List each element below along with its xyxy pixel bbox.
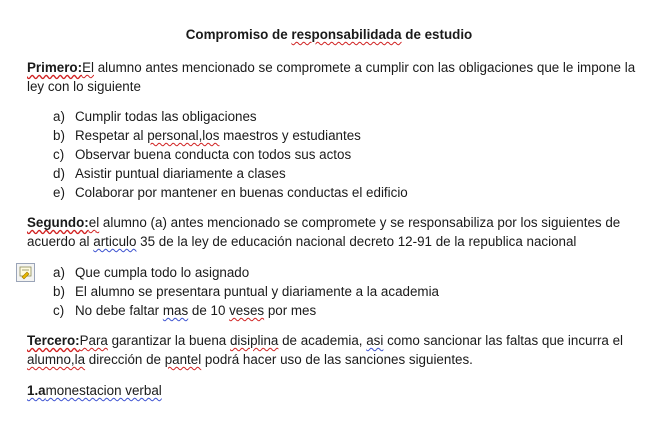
- list-marker: a): [53, 109, 65, 124]
- list-marker: b): [53, 284, 65, 299]
- word-pantel: pantel: [164, 352, 202, 367]
- list-item: [53, 263, 439, 282]
- amonestacion-line: [27, 383, 162, 398]
- list-marker: c): [53, 303, 65, 318]
- segundo-text-2: 35 de la ley de educación nacional decreto 12-91 de la republica nacional: [136, 234, 577, 249]
- lead-primero: Primero:: [27, 60, 83, 75]
- word-el: El: [82, 60, 94, 75]
- tercero-text-6: podrá hacer uso de las sanciones siguientes.: [201, 352, 473, 367]
- word-articulo: articulo: [93, 234, 137, 249]
- list-item: [53, 301, 439, 320]
- tercero-text-5: dirección de: [85, 352, 165, 367]
- list-item: [53, 145, 408, 164]
- document-title: [0, 27, 658, 42]
- list-item: [53, 183, 408, 202]
- list-item: [53, 282, 439, 301]
- list-item-text: [75, 301, 316, 320]
- paragraph-amonestacion: [27, 381, 642, 400]
- word-asi: asi: [366, 333, 384, 348]
- lead-segundo: Segundo:: [27, 215, 89, 230]
- paragraph-primero: [27, 58, 642, 96]
- lead-number: 1.a: [27, 383, 46, 398]
- list-item-text: Asistir puntual diariamente a clases: [75, 166, 286, 181]
- lead-tercero: Tercero:: [27, 333, 80, 348]
- list-item: [53, 126, 408, 145]
- list-item-text: El alumno se presentara puntual y diariamente a la academia: [75, 284, 439, 299]
- requirements-list: [53, 263, 439, 320]
- comment-note-icon[interactable]: [16, 263, 35, 282]
- obligations-list: [53, 107, 408, 202]
- word-veses: veses: [229, 303, 265, 318]
- list-item-text: [75, 126, 361, 145]
- segundo-text-1: alumno (a) antes mencionado se compromete y se responsabiliza por los siguientes de acuerdo al: [27, 215, 621, 249]
- misspelled-word: personal,los: [147, 128, 220, 143]
- list-item-text: Que cumpla todo lo asignado: [75, 265, 250, 280]
- primero-text: alumno antes mencionado se compromete a cumplir con las obligaciones que le impone la ley con lo siguiente: [27, 60, 636, 94]
- list-item: [53, 164, 408, 183]
- list-marker: e): [53, 185, 65, 200]
- list-item-text: Cumplir todas las obligaciones: [75, 109, 257, 124]
- word-mas: mas: [162, 303, 189, 318]
- list-item-text: Observar buena conducta con todos sus actos: [75, 147, 352, 162]
- word-disiplina: disiplina: [229, 333, 279, 348]
- title-misspelled-word: responsabilidada: [291, 27, 402, 42]
- tercero-text-2: garantizar la buena: [107, 333, 230, 348]
- list-item-text: Colaborar por mantener en buenas conductas el edificio: [75, 185, 408, 200]
- word-alumno: alumno,la: [27, 352, 86, 367]
- word-para: Para: [79, 333, 108, 348]
- list-marker: d): [53, 166, 65, 181]
- text-pre: No debe faltar: [75, 303, 163, 318]
- note-glyph: [18, 265, 33, 280]
- paragraph-segundo: [27, 213, 642, 251]
- title-text-2: de estudio: [401, 27, 473, 42]
- list-marker: a): [53, 265, 65, 280]
- list-marker: c): [53, 147, 65, 162]
- title-text-1: Compromiso de: [185, 27, 292, 42]
- list-item: [53, 107, 408, 126]
- amonestacion-text: monestacion verbal: [45, 383, 162, 398]
- text-post: por mes: [264, 303, 317, 318]
- list-marker: b): [53, 128, 65, 143]
- tercero-text-3: de academia,: [278, 333, 367, 348]
- paragraph-tercero: [27, 331, 642, 369]
- text-mid: de 10: [188, 303, 230, 318]
- word-el: el: [88, 215, 100, 230]
- text-post: maestros y estudiantes: [219, 128, 361, 143]
- tercero-text-4: como sancionar las faltas que incurra el: [383, 333, 624, 348]
- text-pre: Respetar al: [75, 128, 148, 143]
